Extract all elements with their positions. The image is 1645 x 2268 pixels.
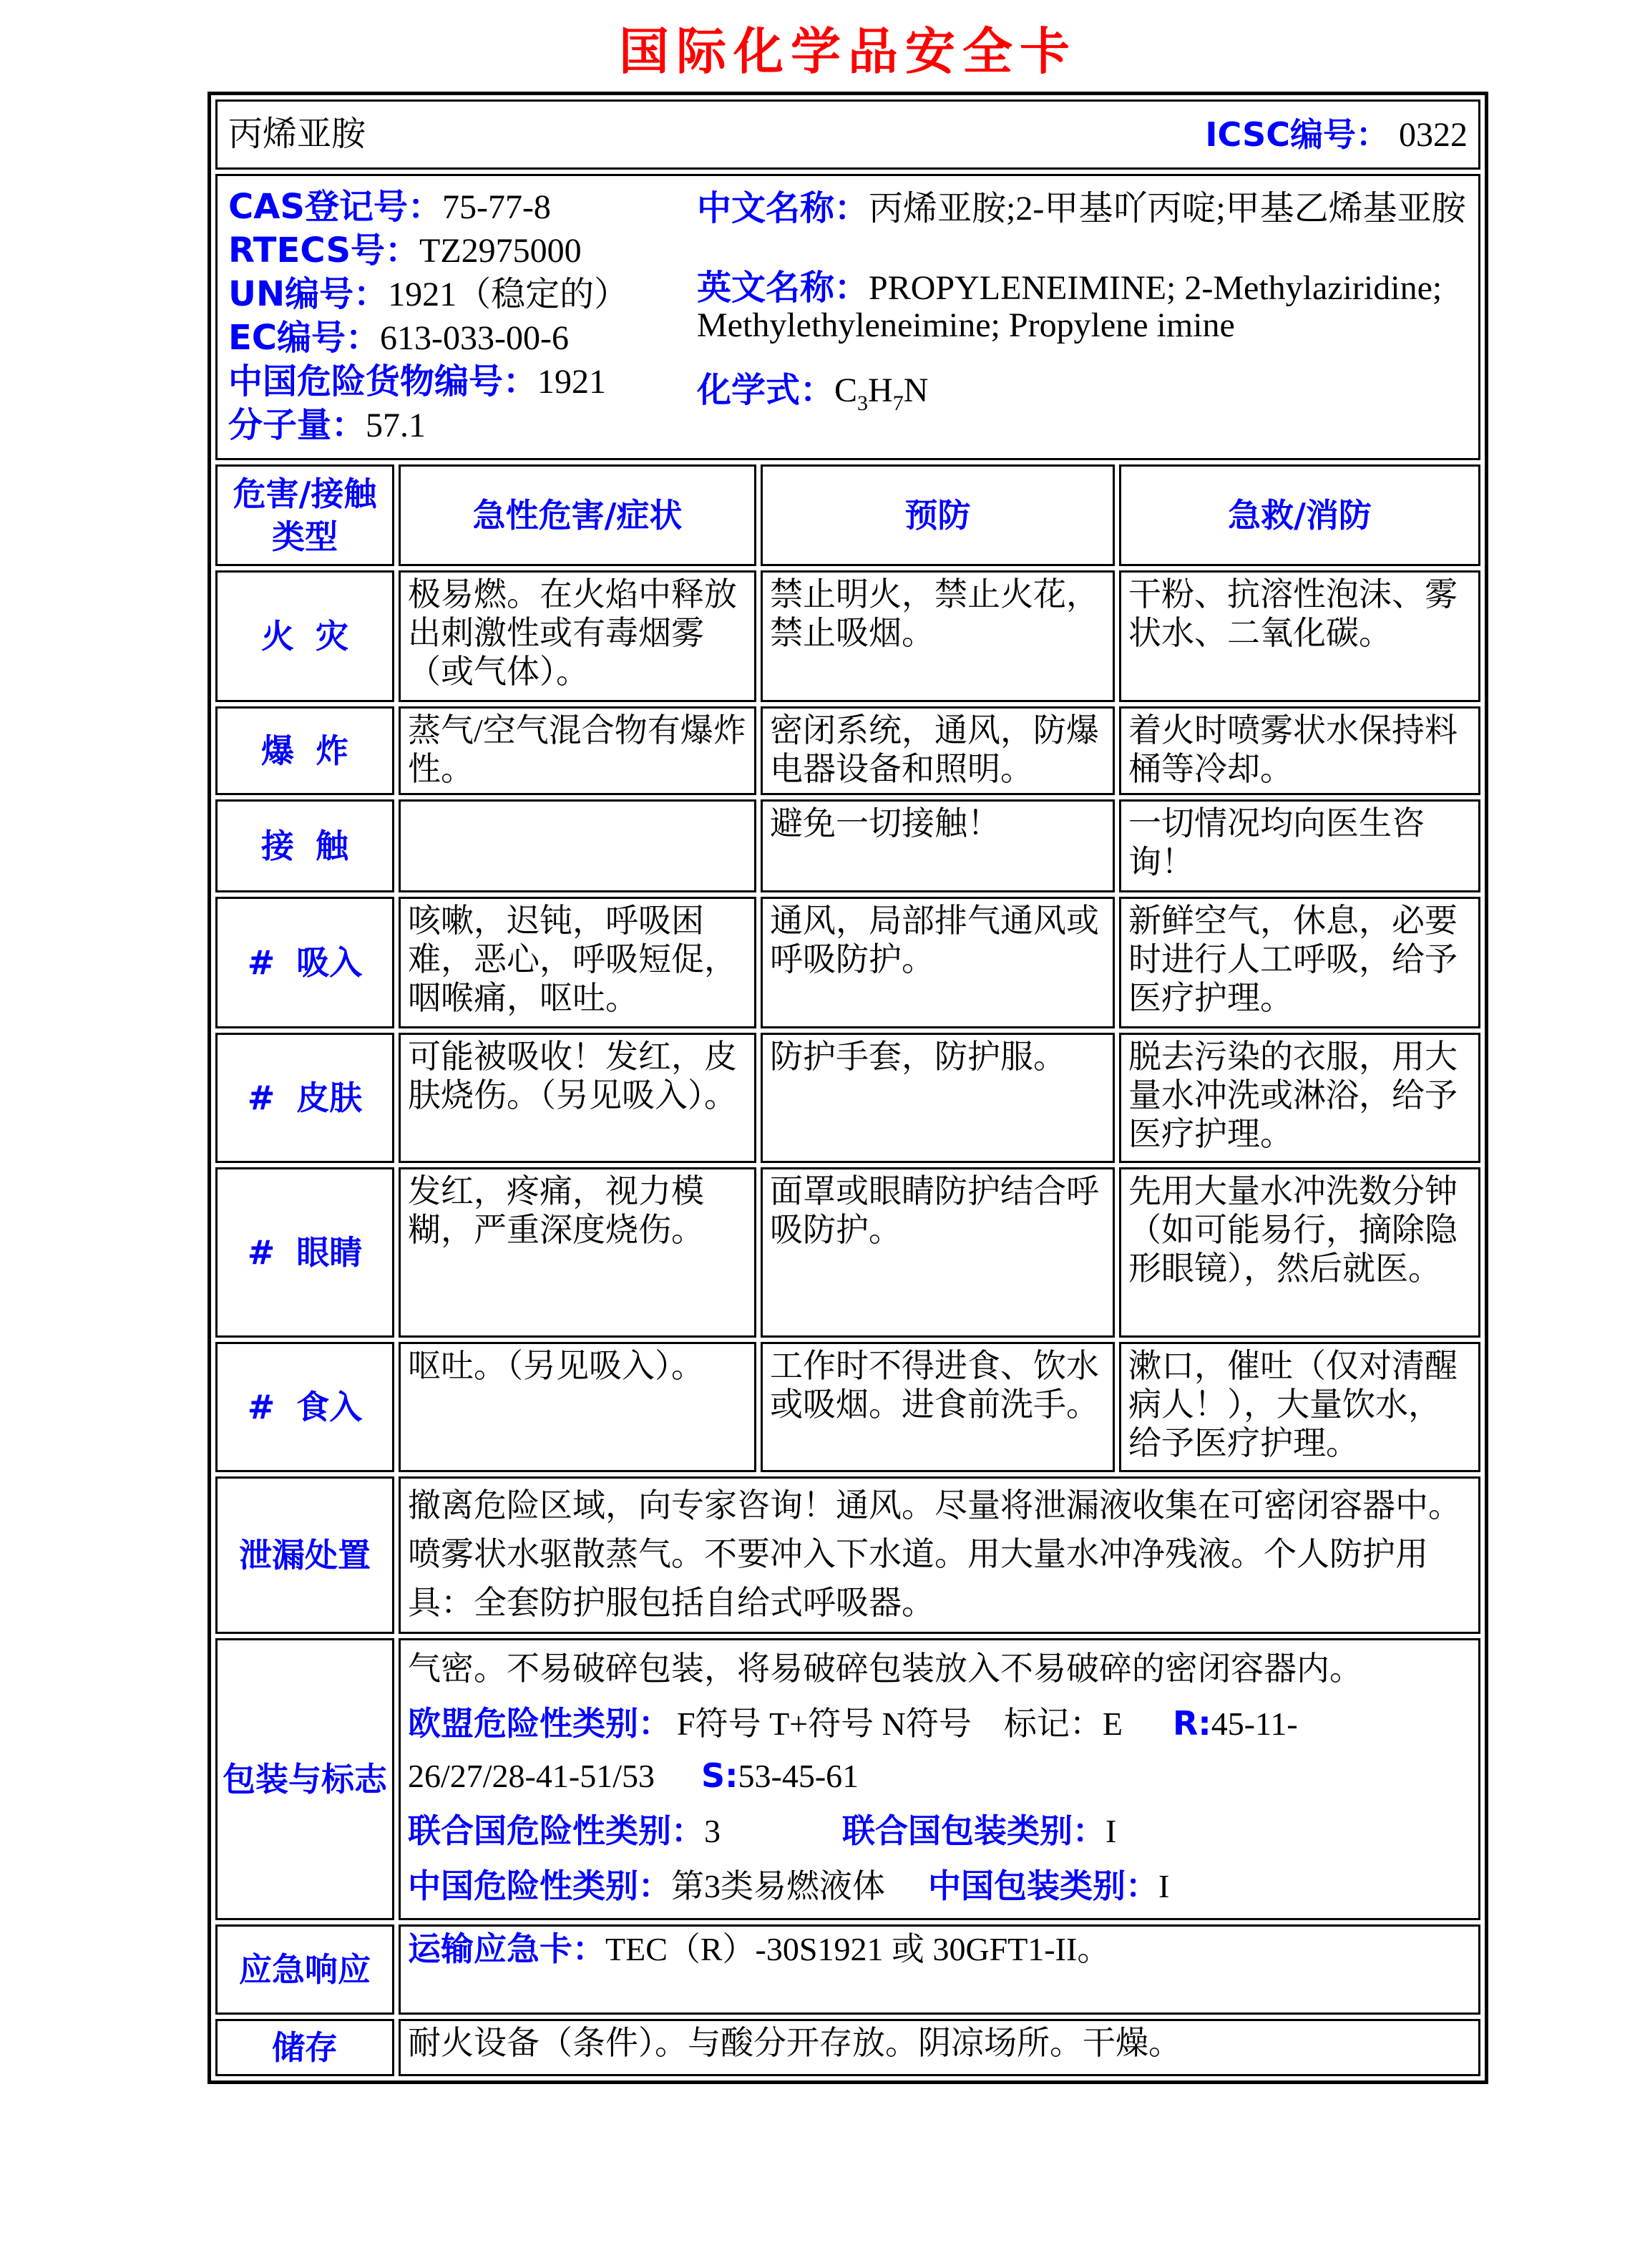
row-explosion-symptoms: 蒸气/空气混合物有爆炸性。 [399,706,756,795]
row-emergency-label: 应急响应 [215,1924,394,2015]
icsc-number-label: ICSC编号： [1205,115,1390,154]
icsc-number [1205,115,1468,155]
row-explosion-prevention: 密闭系统，通风，防爆电器设备和照明。 [761,706,1115,795]
name-band-row [215,99,1480,170]
row-eyes-symptoms: 发红，疼痛，视力模糊，严重深度烧伤。 [399,1167,756,1338]
row-inhalation-symptoms: 咳嗽，迟钝，呼吸困难，恶心，呼吸短促，咽喉痛，呕吐。 [399,897,756,1028]
row-inhalation [215,897,1480,1028]
eu-symbols: F符号 T+符号 N符号 [677,1705,972,1742]
row-ingestion-prevention: 工作时不得进食、饮水或吸烟。进食前洗手。 [761,1342,1115,1472]
name-band-cell [215,99,1480,170]
row-storage-label: 储存 [215,2019,394,2076]
row-skin-symptoms: 可能被吸收！发红，皮肤烧伤。（另见吸入）。 [399,1033,756,1163]
row-ingestion-response: 漱口，催吐（仅对清醒病人！），大量饮水，给予医疗护理。 [1119,1342,1480,1472]
row-inhalation-response: 新鲜空气，休息，必要时进行人工呼吸，给予医疗护理。 [1119,897,1480,1028]
transport-card-value: TEC（R）-30S1921 或 30GFT1-II。 [605,1931,1111,1967]
col-header-prevention: 预防 [761,464,1115,566]
packaging-cn-line [408,1860,1471,1912]
row-exposure-response: 一切情况均向医生咨询！ [1119,799,1480,892]
identifiers-cell [215,174,1480,460]
row-inhalation-label: # 吸入 [215,897,394,1028]
row-ingestion-symptoms: 呕吐。（另见吸入）。 [399,1342,756,1472]
row-fire-label: 火 灾 [215,570,394,702]
row-ingestion-label: # 食入 [215,1342,394,1472]
row-exposure-prevention: 避免一切接触！ [761,799,1115,892]
china-dg-number: 中国危险货物编号：1921 [228,361,607,401]
col-header-hazard-type: 危害/接触类型 [215,464,394,566]
chemical-name: 丙烯亚胺 [228,115,366,153]
transport-card-label: 运输应急卡： [408,1929,605,1968]
row-emergency-content [399,1924,1480,2015]
s-phrases-value: 53-45-61 [738,1758,859,1794]
row-fire [215,570,1480,702]
row-spill-text: 撤离危险区域，向专家咨询！通风。尽量将泄漏液收集在可密闭容器中。喷雾状水驱散蒸气。不要冲入下水道。用大量水冲净残液。个人防护用具：全套防护服包括自给式呼吸器。 [399,1476,1480,1634]
s-phrases-label: S: [701,1756,738,1795]
cas-number: CAS登记号：75-77-8 [228,187,551,227]
row-skin [215,1033,1480,1163]
row-storage [215,2019,1480,2076]
un-pack-value: I [1105,1813,1117,1849]
identifiers-left [228,187,697,452]
cn-pack-label: 中国包装类别： [928,1867,1158,1905]
identifiers-right [697,190,1478,452]
icsc-number-value: 0322 [1399,115,1468,154]
molecular-weight: 分子量：57.1 [228,405,426,445]
packaging-eu-line [408,1698,1471,1802]
un-number: UN编号：1921（稳定的） [228,274,629,314]
row-packaging-label: 包装与标志 [215,1638,394,1920]
r-phrases-value-a: 45-11- [1211,1705,1298,1742]
row-fire-response: 干粉、抗溶性泡沫、雾状水、二氧化碳。 [1119,570,1480,702]
r-phrases-label: R: [1172,1704,1211,1743]
row-fire-prevention: 禁止明火，禁止火花，禁止吸烟。 [761,570,1115,702]
eu-class-label: 欧盟危险性类别： [408,1704,671,1743]
row-explosion [215,706,1480,795]
packaging-line1: 气密。不易破碎包装，将易破碎包装放入不易破碎的密闭容器内。 [408,1650,1362,1687]
un-class-value: 3 [704,1813,721,1849]
cn-class-value: 第3类易燃液体 [671,1868,885,1904]
rtecs-number: RTECS号：TZ2975000 [228,230,582,271]
row-skin-label: # 皮肤 [215,1033,394,1163]
row-packaging [215,1638,1480,1920]
chemical-formula: 化学式：$C_3H_7N$ [697,370,929,415]
row-spill-label: 泄漏处置 [215,1476,394,1634]
row-packaging-content [399,1638,1480,1920]
row-skin-prevention: 防护手套，防护服。 [761,1033,1115,1163]
eu-mark: 标记：E [1003,1705,1123,1742]
row-eyes-label: # 眼睛 [215,1167,394,1338]
row-ingestion [215,1342,1480,1472]
page-title: 国际化学品安全卡 [619,22,1077,81]
row-spill [215,1476,1480,1634]
packaging-un-line [408,1805,1471,1857]
table-header-row [215,464,1480,566]
row-exposure-symptoms [399,799,756,892]
row-emergency [215,1924,1480,2015]
row-fire-symptoms: 极易燃。在火焰中释放出刺激性或有毒烟雾（或气体）。 [399,570,756,702]
col-header-first-aid: 急救/消防 [1119,464,1480,566]
row-eyes-prevention: 面罩或眼睛防护结合呼吸防护。 [761,1167,1115,1338]
r-phrases-value-b: 26/27/28-41-51/53 [408,1758,655,1794]
identifiers-row [215,174,1480,460]
row-eyes [215,1167,1480,1338]
col-header-symptoms: 急性危害/症状 [399,464,756,566]
row-inhalation-prevention: 通风，局部排气通风或呼吸防护。 [761,897,1115,1028]
cn-class-label: 中国危险性类别： [408,1867,671,1905]
row-exposure [215,799,1480,892]
chinese-names: 中文名称：丙烯亚胺;2-甲基吖丙啶;甲基乙烯基亚胺 [697,188,1466,228]
row-eyes-response: 先用大量水冲洗数分钟（如可能易行，摘除隐形眼镜），然后就医。 [1119,1167,1480,1338]
row-storage-text: 耐火设备（条件）。与酸分开存放。阴凉场所。干燥。 [399,2019,1480,2076]
ec-number: EC编号：613-033-00-6 [228,318,569,358]
row-explosion-response: 着火时喷雾状水保持料桶等冷却。 [1119,706,1480,795]
row-exposure-label: 接 触 [215,799,394,892]
english-names: 英文名称：PROPYLENEIMINE; 2-Methylaziridine; Methylethyleneimine; Propylene imine [697,268,1443,344]
cn-pack-value: I [1158,1868,1170,1904]
row-explosion-label: 爆 炸 [215,706,394,795]
un-class-label: 联合国危险性类别： [408,1811,704,1850]
safety-card-table [208,92,1488,2084]
row-skin-response: 脱去污染的衣服，用大量水冲洗或淋浴，给予医疗护理。 [1119,1033,1480,1163]
un-pack-label: 联合国包装类别： [842,1811,1105,1850]
